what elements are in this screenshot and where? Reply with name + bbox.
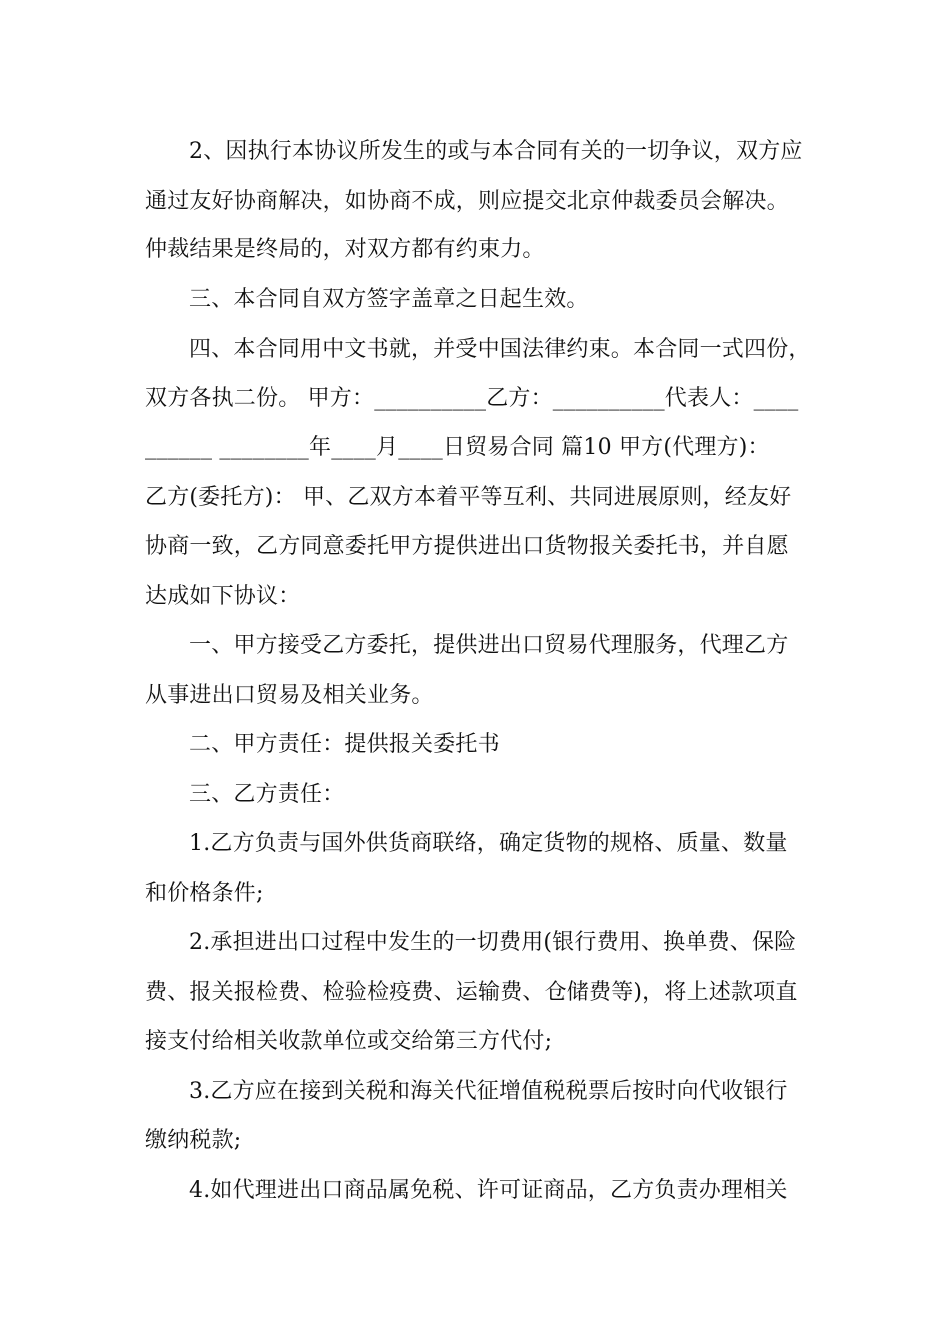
text-line: 和价格条件; (145, 881, 264, 906)
text-line: 达成如下协议： (145, 584, 301, 609)
text-line: 三、本合同自双方签字盖章之日起生效。 (189, 287, 589, 312)
text-line: 3.乙方应在接到关税和海关代征增值税税票后按时向代收银行 (189, 1079, 788, 1104)
text-line: 接支付给相关收款单位或交给第三方代付; (145, 1029, 553, 1054)
text-line: 三、乙方责任： (189, 782, 345, 807)
text-line: 4.如代理进出口商品属免税、许可证商品，乙方负责办理相关 (189, 1178, 788, 1203)
text-line: 乙方(委托方)： 甲、乙双方本着平等互利、共同进展原则，经友好 (145, 485, 792, 510)
text-line: 费、报关报检费、检验检疫费、运输费、仓储费等)，将上述款项直 (145, 980, 798, 1005)
text-line: 四、本合同用中文书就，并受中国法律约束。本合同一式四份， (189, 337, 811, 362)
text-line: 1.乙方负责与国外供货商联络，确定货物的规格、质量、数量 (189, 831, 788, 856)
text-line: 2、因执行本协议所发生的或与本合同有关的一切争议，双方应 (189, 139, 803, 164)
text-line: ______ ________年____月____日贸易合同 篇10 甲方(代理方)： (145, 435, 770, 460)
text-line: 双方各执二份。 甲方：__________乙方：__________代表人：____ (145, 386, 799, 411)
text-line: 2.承担进出口过程中发生的一切费用(银行费用、换单费、保险 (189, 930, 797, 955)
text-line: 从事进出口贸易及相关业务。 (145, 683, 434, 708)
text-line: 缴纳税款; (145, 1128, 242, 1153)
text-line: 协商一致，乙方同意委托甲方提供进出口货物报关委托书，并自愿 (145, 534, 789, 559)
text-line: 一、甲方接受乙方委托，提供进出口贸易代理服务，代理乙方 (189, 633, 789, 658)
text-line: 通过友好协商解决，如协商不成，则应提交北京仲裁委员会解决。 (145, 189, 789, 214)
text-line: 仲裁结果是终局的，对双方都有约束力。 (145, 237, 545, 262)
text-line: 二、甲方责任：提供报关委托书 (189, 732, 500, 757)
